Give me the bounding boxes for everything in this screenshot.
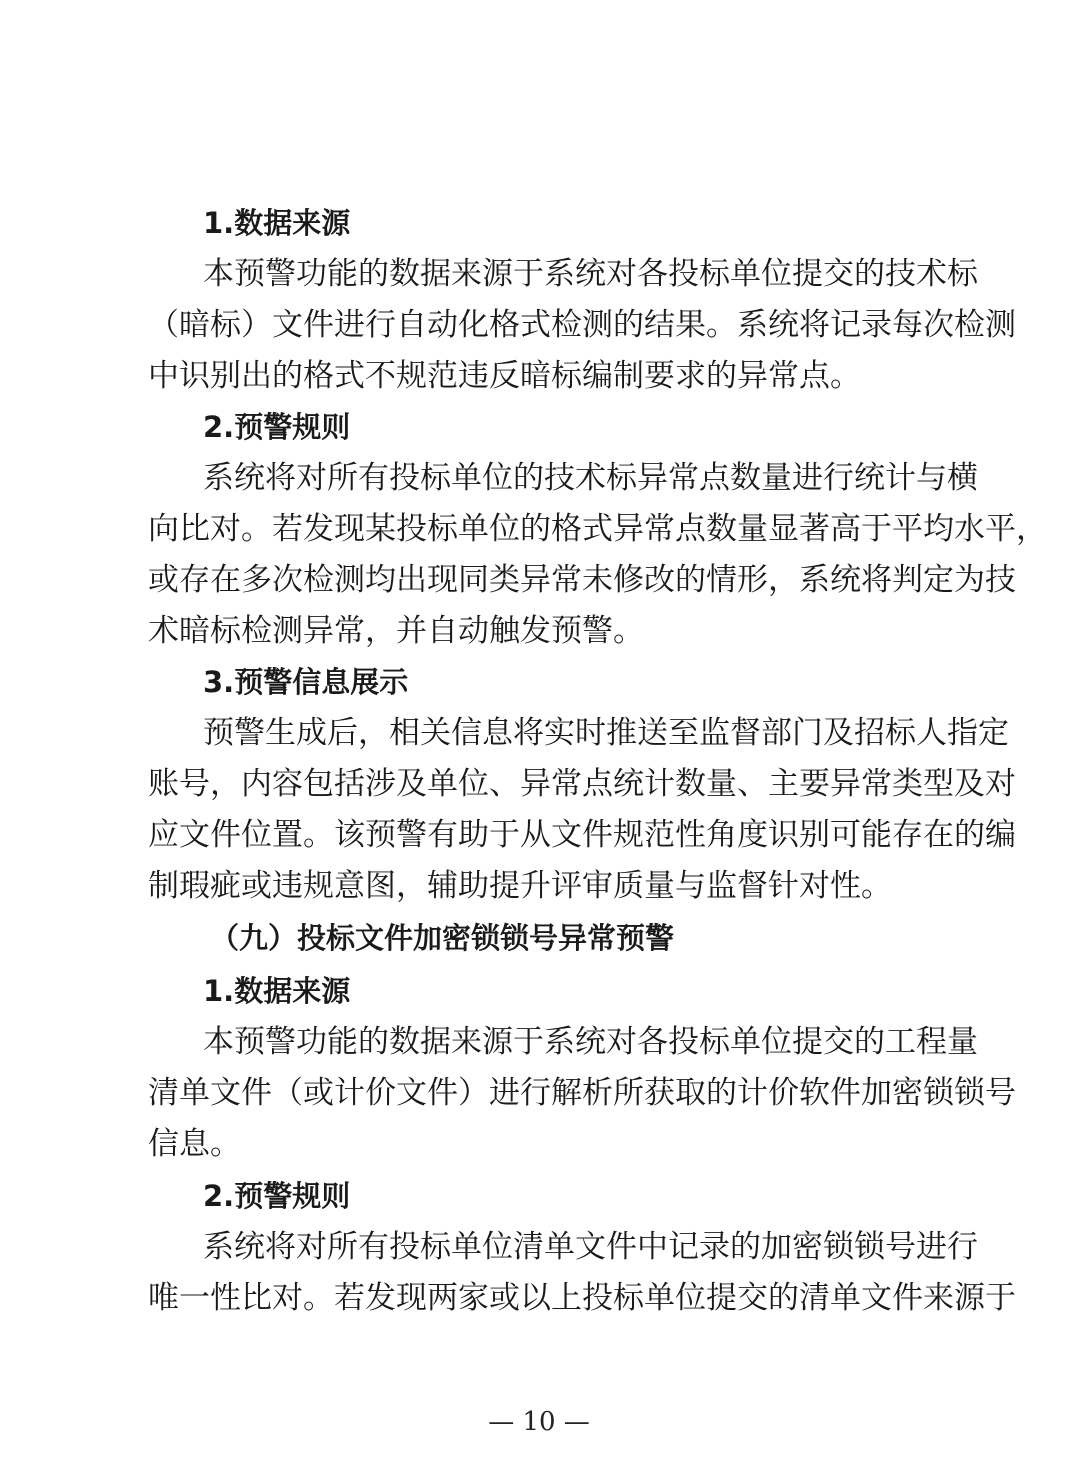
paragraph-line: 本预警功能的数据来源于系统对各投标单位提交的工程量 (203, 1024, 978, 1060)
heading-warning-rules: 2.预警规则 (203, 1179, 351, 1213)
paragraph-line: （暗标）文件进行自动化格式检测的结果。系统将记录每次检测 (148, 307, 1016, 343)
heading-data-source: 1.数据来源 (203, 974, 351, 1008)
paragraph-line: 本预警功能的数据来源于系统对各投标单位提交的技术标 (203, 256, 978, 292)
paragraph-line: 账号，内容包括涉及单位、异常点统计数量、主要异常类型及对 (148, 766, 1016, 802)
paragraph-line: 唯一性比对。若发现两家或以上投标单位提交的清单文件来源于 (148, 1280, 1016, 1316)
heading-warning-display: 3.预警信息展示 (203, 665, 409, 699)
section-heading-encryption-lock: （九）投标文件加密锁锁号异常预警 (210, 921, 675, 955)
paragraph-line: 应文件位置。该预警有助于从文件规范性角度识别可能存在的编 (148, 817, 1016, 853)
paragraph-line: 系统将对所有投标单位的技术标异常点数量进行统计与横 (203, 460, 978, 496)
paragraph-line: 制瑕疵或违规意图，辅助提升评审质量与监督针对性。 (148, 868, 892, 904)
paragraph-line: 预警生成后，相关信息将实时推送至监督部门及招标人指定 (203, 715, 1009, 751)
paragraph-line: 术暗标检测异常，并自动触发预警。 (148, 613, 644, 649)
heading-warning-rules: 2.预警规则 (203, 410, 351, 444)
paragraph-line: 向比对。若发现某投标单位的格式异常点数量显著高于平均水平， (148, 511, 1047, 547)
page-number: — 10 — (488, 1407, 590, 1437)
paragraph-line: 系统将对所有投标单位清单文件中记录的加密锁锁号进行 (203, 1229, 978, 1265)
paragraph-line: 或存在多次检测均出现同类异常未修改的情形，系统将判定为技 (148, 562, 1016, 598)
paragraph-line: 中识别出的格式不规范违反暗标编制要求的异常点。 (148, 358, 861, 394)
heading-data-source: 1.数据来源 (203, 206, 351, 240)
paragraph-line: 清单文件（或计价文件）进行解析所获取的计价软件加密锁锁号 (148, 1075, 1016, 1111)
paragraph-line: 信息。 (148, 1126, 241, 1162)
